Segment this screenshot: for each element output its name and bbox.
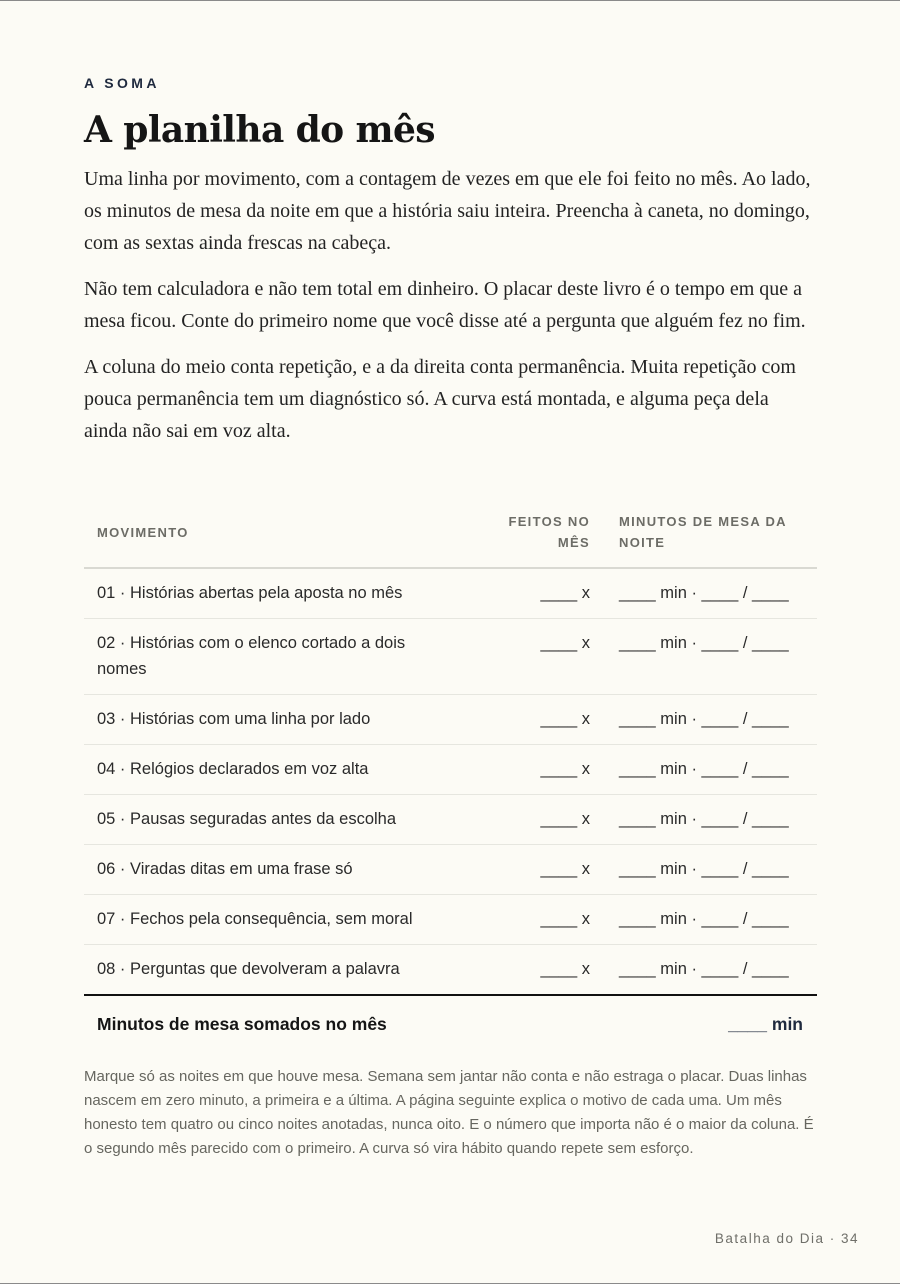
column-header-movement: MOVIMENTO <box>84 506 477 568</box>
minutes-blank[interactable]: ____ min · ____ / ____ <box>590 619 817 695</box>
table-row <box>84 619 817 695</box>
intro-paragraph: Uma linha por movimento, com a contagem de vezes em que ele foi feito no mês. Ao lado, os minutos de mesa da noite em que a história saiu inteira. Preencha à caneta, no domingo, com as sextas ainda frescas na cabeça. <box>84 168 811 254</box>
movement-cell: 01 · Histórias abertas pela aposta no mês <box>84 568 477 619</box>
table-row <box>84 745 817 795</box>
minutes-blank[interactable]: ____ min · ____ / ____ <box>590 795 817 845</box>
count-blank[interactable]: ____ x <box>477 895 590 945</box>
movement-cell: 06 · Viradas ditas em uma frase só <box>84 845 477 895</box>
intro-text <box>84 163 817 461</box>
table-row <box>84 895 817 945</box>
count-blank[interactable]: ____ x <box>477 568 590 619</box>
table-row <box>84 845 817 895</box>
table-row <box>84 945 817 996</box>
table-row <box>84 568 817 619</box>
column-header-minutes: MINUTOS DE MESA DA NOITE <box>590 506 817 568</box>
movement-cell: 03 · Histórias com uma linha por lado <box>84 695 477 745</box>
count-blank[interactable]: ____ x <box>477 795 590 845</box>
intro-paragraph: A coluna do meio conta repetição, e a da direita conta permanência. Muita repetição com pouca permanência tem um diagnóstico só. A curva está montada, e alguma peça dela ainda não sai em voz alta. <box>84 356 796 442</box>
total-label: Minutos de mesa somados no mês <box>97 1014 387 1034</box>
movement-cell: 08 · Perguntas que devolveram a palavra <box>84 945 477 996</box>
total-minutes-blank[interactable]: ____ min <box>728 1014 803 1034</box>
count-blank[interactable]: ____ x <box>477 745 590 795</box>
table-row <box>84 795 817 845</box>
count-blank[interactable]: ____ x <box>477 695 590 745</box>
column-header-count: FEITOS NO MÊS <box>477 506 590 568</box>
page-folio: Batalha do Dia · 34 <box>714 1231 859 1246</box>
minutes-blank[interactable]: ____ min · ____ / ____ <box>590 568 817 619</box>
monthly-worksheet-table <box>84 506 817 1049</box>
minutes-blank[interactable]: ____ min · ____ / ____ <box>590 845 817 895</box>
movement-cell: 04 · Relógios declarados em voz alta <box>84 745 477 795</box>
minutes-blank[interactable]: ____ min · ____ / ____ <box>590 745 817 795</box>
count-blank[interactable]: ____ x <box>477 619 590 695</box>
movement-cell: 05 · Pausas seguradas antes da escolha <box>84 795 477 845</box>
movement-cell: 02 · Histórias com o elenco cortado a dois nomes <box>84 619 477 695</box>
minutes-blank[interactable]: ____ min · ____ / ____ <box>590 695 817 745</box>
table-header-row <box>84 506 817 568</box>
intro-paragraph: Não tem calculadora e não tem total em dinheiro. O placar deste livro é o tempo em que a mesa ficou. Conte do primeiro nome que você disse até a pergunta que alguém fez no fim. <box>84 278 806 332</box>
minutes-blank[interactable]: ____ min · ____ / ____ <box>590 945 817 996</box>
table-row <box>84 695 817 745</box>
footnote: Marque só as noites em que houve mesa. Semana sem jantar não conta e não estraga o placar. Duas linhas nascem em zero minuto, a primeira e a última. A página seguinte explica o motivo de cada uma. Um mês honesto tem quatro ou cinco noites anotadas, nunca oito. E o número que importa não é o maior da coluna. É o segundo mês parecido com o primeiro. A curva só vira hábito quando repete sem esforço. <box>84 1068 814 1157</box>
count-blank[interactable]: ____ x <box>477 945 590 996</box>
minutes-blank[interactable]: ____ min · ____ / ____ <box>590 895 817 945</box>
count-blank[interactable]: ____ x <box>477 845 590 895</box>
section-kicker: A SOMA <box>84 75 160 91</box>
movement-cell: 07 · Fechos pela consequência, sem moral <box>84 895 477 945</box>
page-title: A planilha do mês <box>84 109 435 151</box>
total-row <box>84 995 817 1049</box>
